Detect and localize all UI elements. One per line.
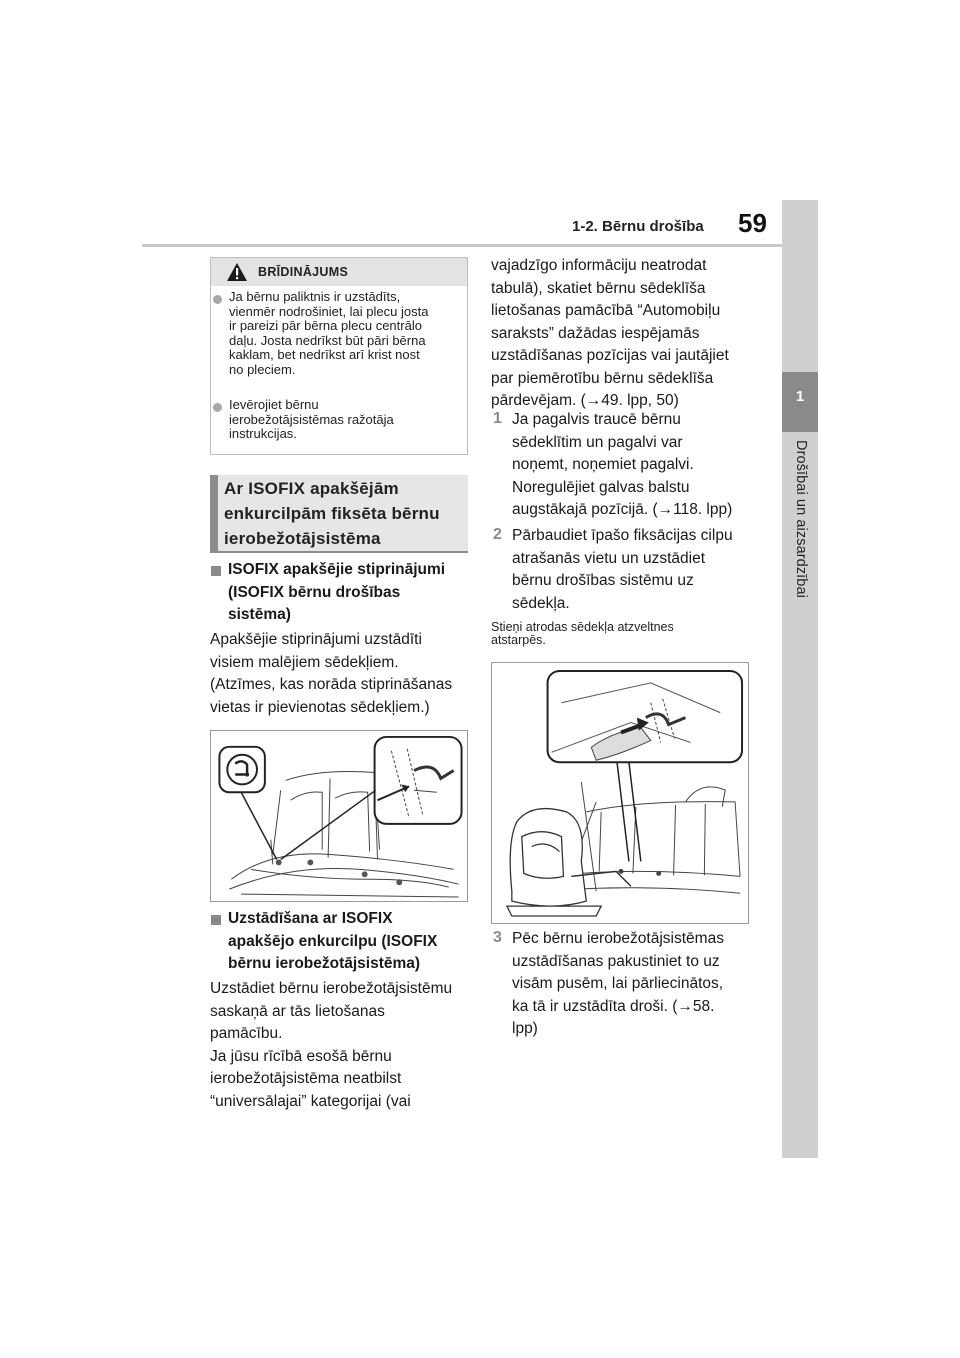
- figure-caption: Stieņi atrodas sēdekļa atzveltnes atstarpēs.: [491, 620, 674, 647]
- bullet-icon: [213, 295, 222, 304]
- bullet-icon: [213, 403, 222, 412]
- child-seat-installation-illustration: [491, 662, 749, 924]
- step-number-2: 2: [493, 526, 502, 543]
- page-number: 59: [738, 208, 767, 238]
- header-rule: [142, 244, 782, 247]
- rear-seat-isofix-illustration: [210, 730, 468, 902]
- step-1-text: Ja pagalvis traucē bērnu sēdeklītim un pagalvi var noņemt, noņemiet pagalvi. Noregulējiet galvas balstu augstākajā pozīcijā. (→118. lpp): [512, 411, 733, 518]
- section-body-isofix-anchors: Apakšējie stiprinājumi uzstādīti visiem malējiem sēdekļiem. (Atzīmes, kas norāda stiprināšanas vietas ir pievienotas sēdekļiem.): [210, 631, 453, 716]
- step-3-text: Pēc bērnu ierobežotājsistēmas uzstādīšanas pakustiniet to uz visām pusēm, lai pārliecinātos, ka tā ir uzstādīta droši. (→58. lpp): [512, 930, 724, 1037]
- warning-title: BRĪDINĀJUMS: [258, 265, 349, 279]
- subheading-title: Ar ISOFIX apakšējām enkurcilpām fiksēta bērnu ierobežotājsistēma: [224, 479, 440, 548]
- warning-item-2: Ievērojiet bērnu ierobežotājsistēmas ražotāja instrukcijas.: [229, 397, 394, 441]
- section-heading-isofix-install: Uzstādīšana ar ISOFIX apakšējo enkurcilpu (ISOFIX bērnu ierobežotājsistēma): [228, 910, 438, 972]
- chapter-side-tab: [782, 200, 818, 1158]
- subheading-bar: [210, 475, 218, 551]
- chapter-title: Drošībai un aizsardzībai: [793, 440, 809, 598]
- step-number-1: 1: [493, 410, 502, 427]
- chapter-number: 1: [795, 388, 805, 405]
- subheading-rule: [210, 551, 468, 553]
- section-body-isofix-install: Uzstādiet bērnu ierobežotājsistēmu saskaņā ar tās lietošanas pamācību. Ja jūsu rīcībā esošā bērnu ierobežotājsistēma neatbilst “universālajai” kategorijai (vai: [210, 980, 453, 1110]
- continued-paragraph: vajadzīgo informāciju neatrodat tabulā), skatiet bērnu sēdeklīša lietošanas pamācībā “Automobiļu saraksts” dažādas iespējamās uzstādīšanas pozīcijas vai jautājiet par piemērotību bērnu sēdeklīša pārdevējam. (→49. lpp, 50): [491, 257, 729, 409]
- warning-item-1: Ja bērnu paliktnis ir uzstādīts, vienmēr nodrošiniet, lai plecu josta ir pareizi pār bērna plecu centrālo daļu. Josta nedrīkst būt pāri bērna kaklam, bet nedrīkst arī krist nost no pleciem.: [229, 289, 429, 377]
- section-title: 1-2. Bērnu drošība: [572, 218, 704, 235]
- heading-square-icon: [211, 566, 221, 576]
- step-2-text: Pārbaudiet īpašo fiksācijas cilpu atrašanās vietu un uzstādiet bērnu drošības sistēmu uz sēdekļa.: [512, 527, 733, 612]
- warning-triangle-icon: [226, 262, 248, 282]
- section-heading-isofix-anchors: ISOFIX apakšējie stiprinājumi (ISOFIX bērnu drošības sistēma): [228, 561, 446, 623]
- heading-square-icon: [211, 915, 221, 925]
- step-number-3: 3: [493, 929, 502, 946]
